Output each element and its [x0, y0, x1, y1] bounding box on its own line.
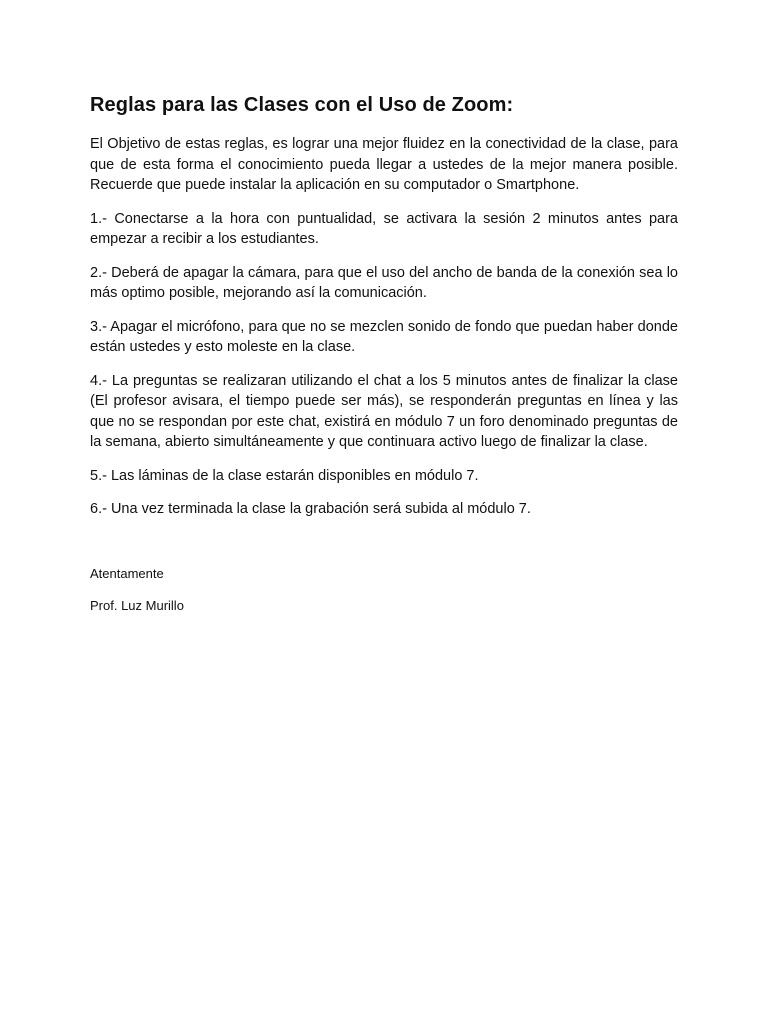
rule-3: 3.- Apagar el micrófono, para que no se mezclen sonido de fondo que puedan haber donde están ustedes y esto moleste en la clase. — [90, 318, 678, 355]
closing-text: Atentamente — [90, 565, 164, 581]
signature-text: Prof. Luz Murillo — [90, 597, 184, 613]
document-title: Reglas para las Clases con el Uso de Zoom: — [90, 94, 514, 116]
rule-2: 2.- Deberá de apagar la cámara, para que el uso del ancho de banda de la conexión sea lo más optimo posible, mejorando así la comunicación. — [90, 264, 678, 301]
rule-1: 1.- Conectarse a la hora con puntualidad, se activara la sesión 2 minutos antes para empezar a recibir a los estudiantes. — [90, 210, 678, 247]
rule-4: 4.- La preguntas se realizaran utilizando el chat a los 5 minutos antes de finalizar la clase (El profesor avisara, el tiempo puede ser más), se responderán preguntas en línea y las que no se respondan por este chat, existirá en módulo 7 un foro denominado preguntas de la semana, abierto simultáneamente y que continuara activo luego de finalizar la clase. — [90, 372, 678, 450]
intro-paragraph: El Objetivo de estas reglas, es lograr una mejor fluidez en la conectividad de la clase, para que de esta forma el conocimiento pueda llegar a ustedes de la mejor manera posible. Recuerde que puede instalar la aplicación en su computador o Smartphone. — [90, 136, 678, 193]
rule-5: 5.- Las láminas de la clase estarán disponibles en módulo 7. — [90, 467, 479, 484]
blank-space — [90, 533, 678, 565]
rule-6: 6.- Una vez terminada la clase la grabación será subida al módulo 7. — [90, 501, 531, 517]
document-page — [90, 90, 678, 629]
